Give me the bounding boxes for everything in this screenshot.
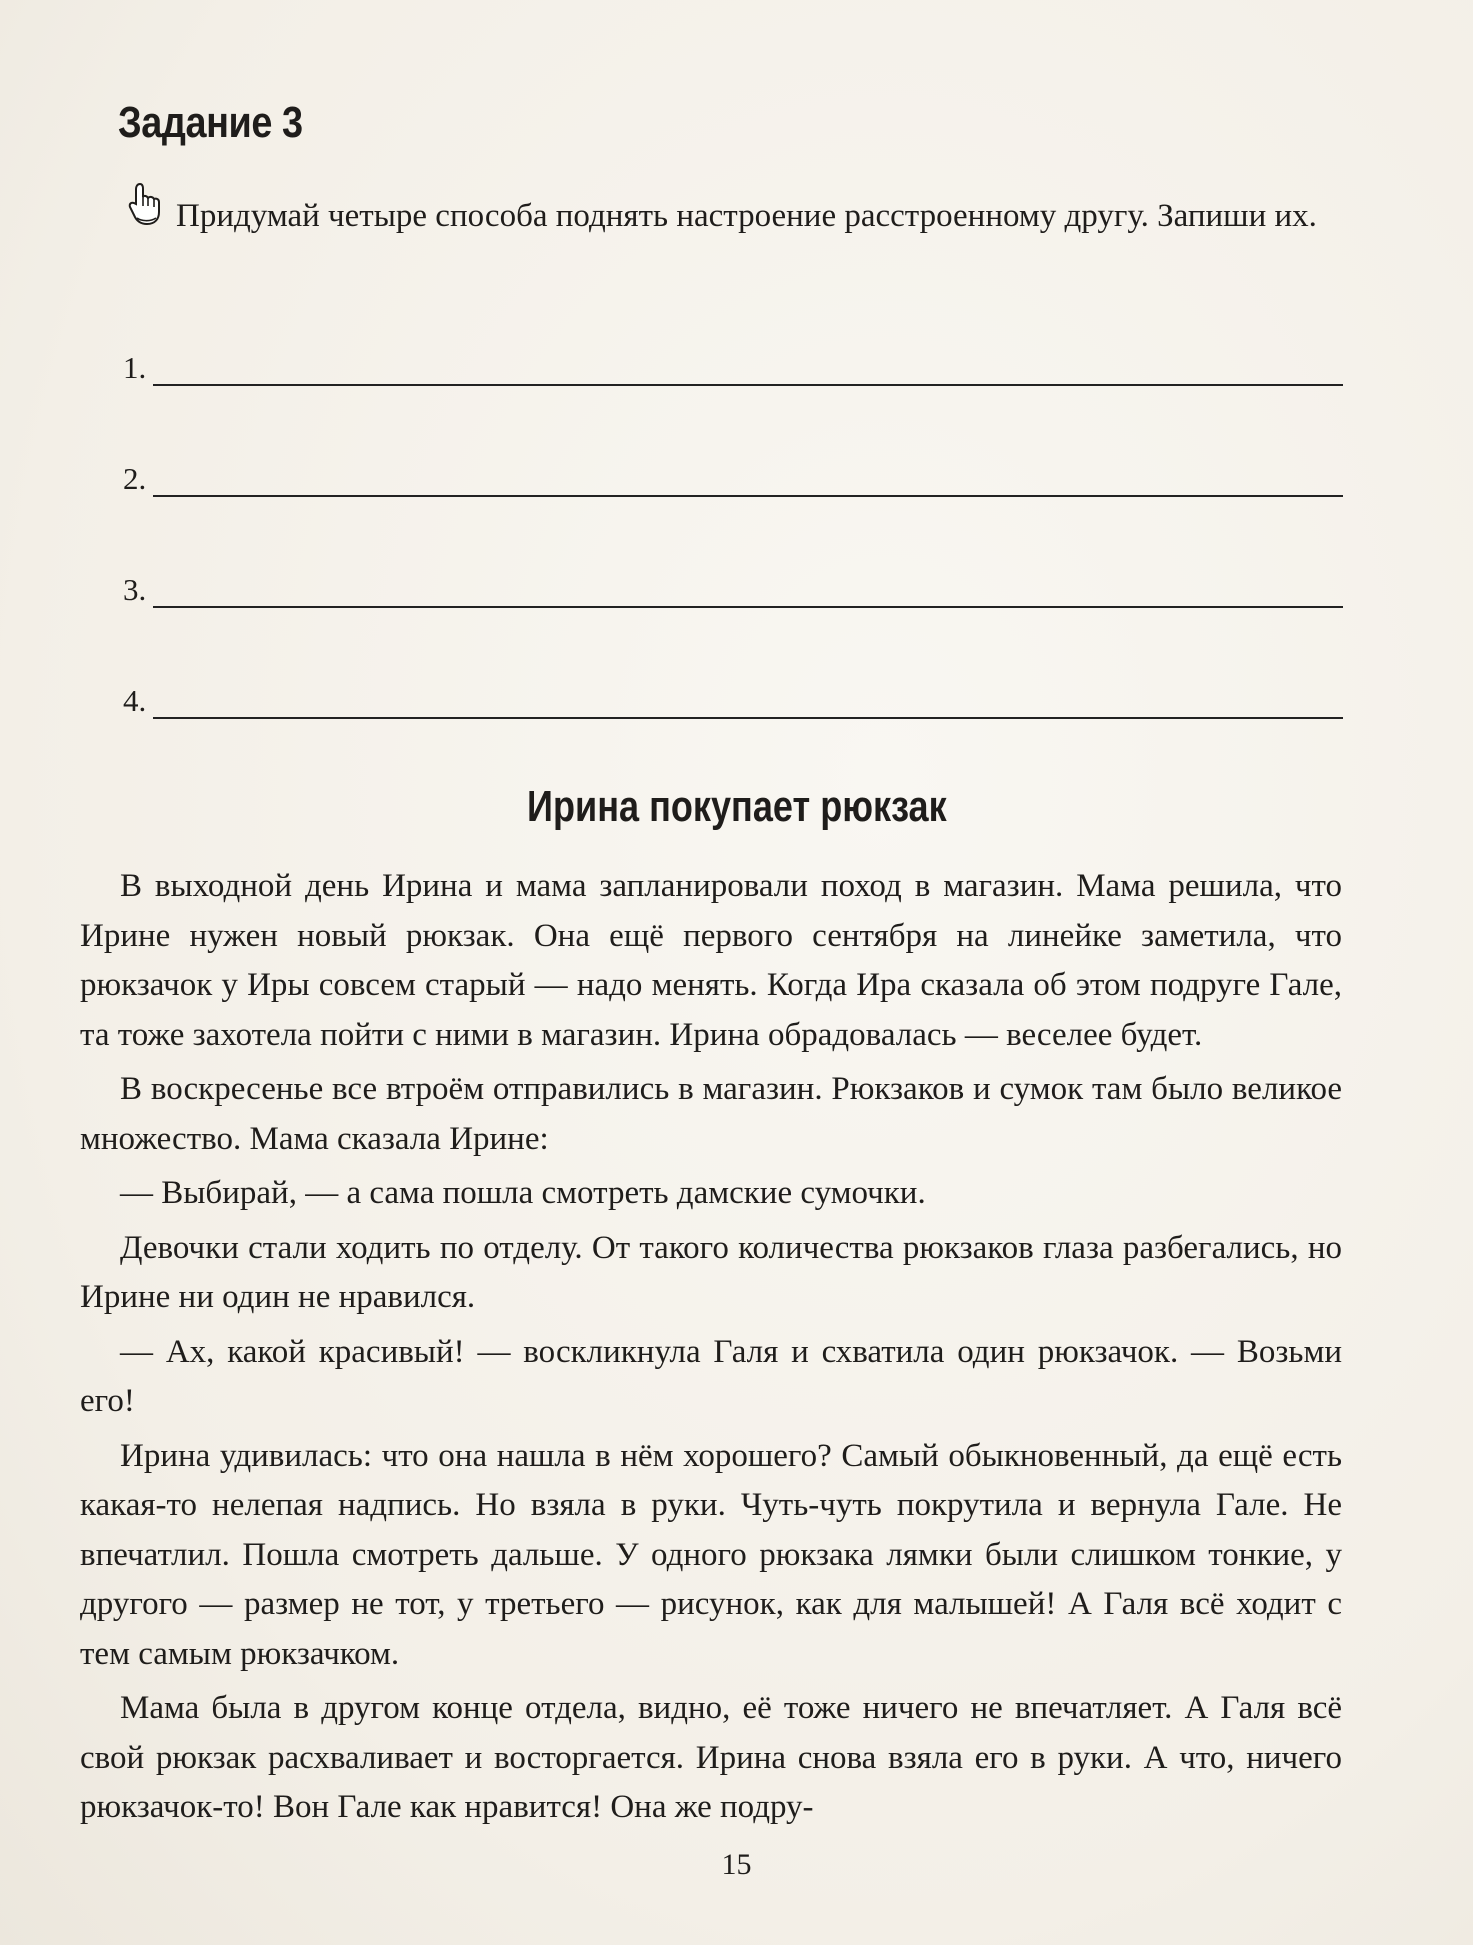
answer-rule: [153, 606, 1343, 608]
story-paragraph: В воскресенье все втроём отправились в магазин. Рюкзаков и сумок там было великое множество. Мама сказала Ирине:: [80, 1071, 1342, 1157]
story-title-text: Ирина покупает рюкзак: [526, 782, 947, 831]
story-paragraph: Ирина удивилась: что она нашла в нём хорошего? Самый обыкновенный, да ещё есть какая-то нелепая надпись. Но взяла в руки. Чуть-чуть покрутила и вернула Гале. Не впечатлил. Пошла смотреть дальше. У одного рюкзака лямки были слишком тонкие, у другого — размер не тот, у третьего — рисунок, как для малышей! А Галя всё ходит с тем самым рюкзачком.: [80, 1437, 1342, 1672]
answer-rule: [153, 717, 1343, 719]
answer-line-number: 2.: [123, 461, 147, 496]
story-paragraph: Девочки стали ходить по отделу. От такого количества рюкзаков глаза разбегались, но Ирине ни один не нравился.: [80, 1229, 1342, 1315]
story-text: [80, 862, 1342, 1838]
story-paragraph: Мама была в другом конце отдела, видно, её тоже ничего не впечатляет. А Галя всё свой рюкзак расхваливает и восторгается. Ирина снова взяла его в руки. А что, ничего рюкзачок-то! Вон Гале как нравится! Она же подру-: [80, 1690, 1342, 1825]
story-paragraph: — Выбирай, — а сама пошла смотреть дамские сумочки.: [120, 1175, 926, 1211]
answer-line-number: 4.: [123, 683, 147, 718]
answer-line-number: 3.: [123, 572, 147, 607]
page-number: 15: [721, 1848, 752, 1881]
task-instruction: Придумай четыре способа поднять настроение расстроенному другу. Запиши их.: [176, 198, 1317, 234]
answer-line-4[interactable]: [123, 663, 1343, 774]
answer-line-2[interactable]: [123, 441, 1343, 552]
answer-rule: [153, 384, 1343, 386]
task-title: Задание 3: [118, 98, 303, 147]
answer-line-3[interactable]: [123, 552, 1343, 663]
answer-lines: [123, 330, 1343, 774]
answer-line-number: 1.: [123, 350, 147, 385]
story-paragraph: — Ах, какой красивый! — воскликнула Галя и схватила один рюкзачок. — Возьми его!: [80, 1333, 1342, 1419]
story-paragraph: В выходной день Ирина и мама запланировали поход в магазин. Мама решила, что Ирине нужен новый рюкзак. Она ещё первого сентября на линейке заметила, что рюкзачок у Иры совсем старый — надо менять. Когда Ира сказала об этом подруге Гале, та тоже захотела пойти с ними в магазин. Ирина обрадовалась — веселее будет.: [80, 868, 1342, 1053]
answer-rule: [153, 495, 1343, 497]
answer-line-1[interactable]: [123, 330, 1343, 441]
story-title: [0, 782, 1473, 832]
